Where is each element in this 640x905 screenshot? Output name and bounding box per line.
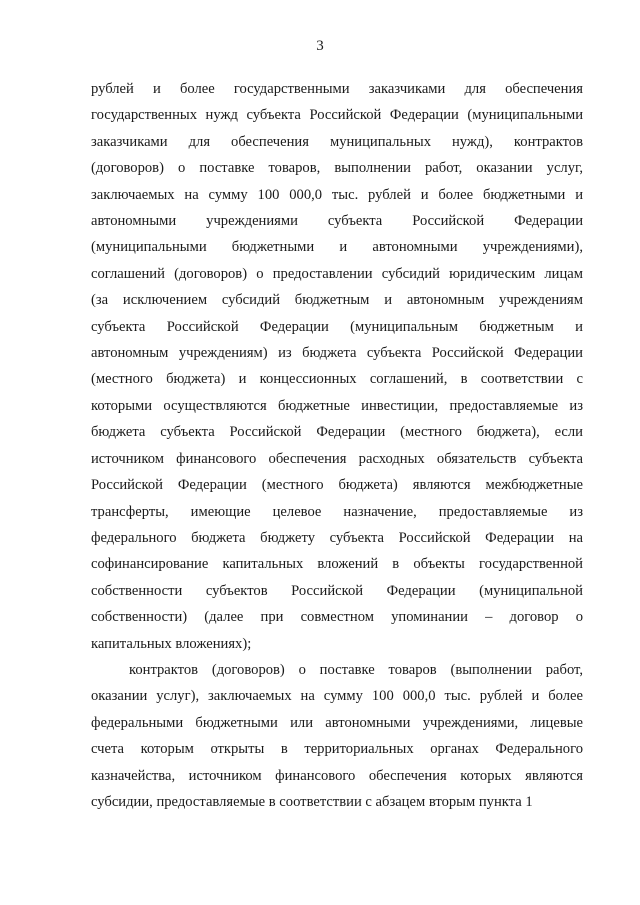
paragraph-2 <box>91 657 583 815</box>
text-line: казначейства, источником финансового обеспечения которых являются <box>91 767 583 784</box>
text-line: автономным учреждениям) из бюджета субъекта Российской Федерации <box>91 345 583 362</box>
text-line: капитальных вложениях); <box>91 635 252 652</box>
text-line: субсидии, предоставляемые в соответствии с абзацем вторым пункта 1 <box>91 793 533 810</box>
text-line: собственности субъектов Российской Федерации (муниципальной <box>91 582 583 599</box>
document-body <box>91 76 583 815</box>
text-line: трансферты, имеющие целевое назначение, предоставляемые из <box>91 503 583 520</box>
text-line: заключаемых на сумму 100 000,0 тыс. рублей и более бюджетными и <box>91 186 583 203</box>
text-line: субъекта Российской Федерации (муниципальным бюджетным и <box>91 318 583 335</box>
text-line: рублей и более государственными заказчиками для обеспечения <box>91 81 583 97</box>
text-line: контрактов (договоров) о поставке товаров (выполнении работ, <box>129 661 583 678</box>
text-line: государственных нужд субъекта Российской Федерации (муниципальными <box>91 107 583 124</box>
text-line: федерального бюджета бюджету субъекта Российской Федерации на <box>91 529 583 546</box>
page-number: 3 <box>316 38 324 54</box>
text-line: (за исключением субсидий бюджетным и автономным учреждениям <box>91 292 583 309</box>
text-line: (договоров) о поставке товаров, выполнении работ, оказании услуг, <box>91 160 583 177</box>
text-line: бюджета субъекта Российской Федерации (местного бюджета), если <box>91 424 583 441</box>
text-line: федеральными бюджетными или автономными учреждениями, лицевые <box>91 714 583 731</box>
text-line: софинансирование капитальных вложений в объекты государственной <box>91 556 583 573</box>
text-line: заказчиками для обеспечения муниципальных нужд), контрактов <box>91 133 583 150</box>
text-line: Российской Федерации (местного бюджета) являются межбюджетные <box>91 477 583 494</box>
text-line: (местного бюджета) и концессионных соглашений, в соответствии с <box>91 371 583 388</box>
text-line: собственности) (далее при совместном упоминании – договор о <box>91 609 583 626</box>
text-line: соглашений (договоров) о предоставлении субсидий юридическим лицам <box>91 265 583 282</box>
paragraph-1 <box>91 76 583 657</box>
text-line: автономными учреждениями субъекта Российской Федерации <box>91 213 583 230</box>
text-line: оказании услуг), заключаемых на сумму 100 000,0 тыс. рублей и более <box>91 688 583 705</box>
text-line: источником финансового обеспечения расходных обязательств субъекта <box>91 450 583 467</box>
text-line: счета которым открыты в территориальных органах Федерального <box>91 741 583 758</box>
text-line: которыми осуществляются бюджетные инвестиции, предоставляемые из <box>91 397 583 414</box>
text-line: (муниципальными бюджетными и автономными учреждениями), <box>91 239 583 256</box>
